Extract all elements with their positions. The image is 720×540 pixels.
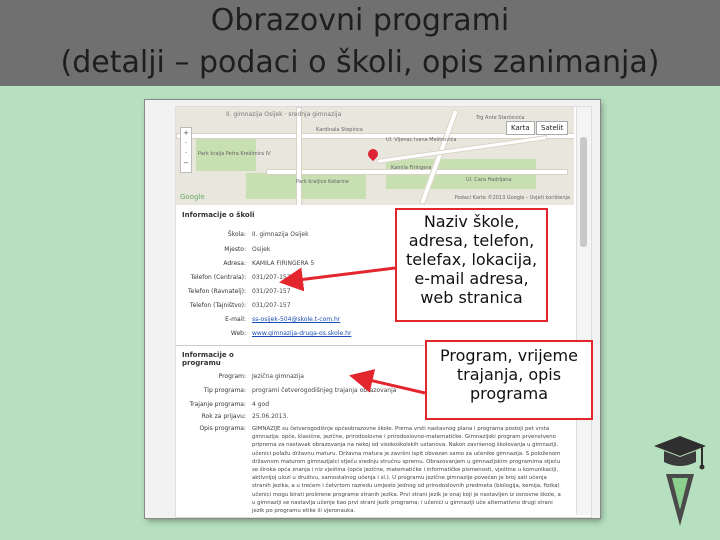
map-park [246,173,366,199]
callout-line: Naziv škole, [423,212,520,231]
phone-office-value: 031/207-157 [252,302,291,309]
email-label: E-mail: [225,316,246,323]
map-road [296,107,302,205]
slide-title-bar [0,0,720,86]
callout-line: trajanja, opis [456,365,562,384]
street-label: Park kralja Petra Krešimira IV [198,151,271,157]
phone-office-label: Telefon (Tajništvo): [189,302,246,309]
address-value: KAMILA FIRINGERA 5 [252,260,315,267]
program-value: Jezična gimnazija [252,373,304,380]
email-link[interactable]: ss-osijek-504@skole.t-com.hr [252,316,341,323]
program-type-value: programi četverogodišnjeg trajanja obrazovanja [252,387,397,394]
program-type-label: Tip programa: [203,387,246,394]
graduation-cap-icon [652,430,708,530]
street-label: Park kraljice Katarine [296,179,349,185]
callout-line: web stranica [420,288,523,307]
map-type-karta-button[interactable]: Karta [506,121,535,135]
map-tab-title: II. gimnazija Osijek · srednja gimnazija [226,111,342,118]
school-info-header: Informacije o školi [182,211,255,219]
callout-line: e-mail adresa, [414,269,529,288]
deadline-value: 25.06.2013. [252,413,289,420]
phone-principal-label: Telefon (Ravnatelj): [187,288,246,295]
duration-label: Trajanje programa: [189,401,246,408]
street-label: Kardinalа Stepinca [316,127,363,133]
school-info-callout [395,208,548,322]
phone-principal-value: 031/207-157 [252,288,291,295]
map-credit: Podaci Karte ©2013 Google - Uvjeti korištenja [454,195,570,201]
slide-subtitle: (detalji – podaci o školi, opis zanimanja) [60,45,660,80]
callout-line: adresa, telefon, [408,231,535,250]
phone-central-label: Telefon (Centrala): [190,274,246,281]
school-label: Škola: [227,231,246,238]
street-label: Ul. Vijenac Ivana Meštrovića [386,137,457,143]
street-label: Trg Ante Starčevića [476,115,525,121]
map-zoom-control[interactable]: + · · − [180,127,192,173]
school-value: II. gimnazija Osijek [252,231,309,238]
scrollbar-thumb[interactable] [580,137,587,247]
program-description: GIMNAZIJE su četverogodišnje općeobrazovne škole. Prema vrsti nastavnog plana i programa postoji pet vrsta gimnazija: opće, klasične, jezične, prirodoslovne i prirodoslovno-matematičke. Gimnazijski program prvenstveno priprema za nastavak obrazovanja na nekoj od visokoškolskih ustanova. Nakon završenog školovanja u gimnaziji, učenici polažu državnu maturu. Državna matura je završni ispit obvezan samo za učenike gimnazija. S položenom državnom maturom gimnazijalci stječu srednju stručnu spremu. Obrazovanjem u gimnazijskim programima stječu se široka opća znanja i niz vještina (opće jezične, matematičke i informatičke pismenosti, vještine u komunikaciji, aktivnijoj ulozi u društvu, samostalnog učenja i sl.). U programu jezične gimnazije povećan je broj sati učenja stranih jezika, a u trećem i četvrtom razredu umjesto jednog od prirodoslovnih predmeta (biologija, kemija, fizika) učenici mogu birati proširene programe stranih jezika. Prvi strani jezik je onaj koji je nastavljen iz osnovne škole, a u gimnaziji se nastavlja učenje kao prvi strani jezik programa; i učenici u gimnaziji uče alternativno drugi strani jezik po programu etike ili vjeronauka. [252,426,561,513]
deadline-label: Rok za prijavu: [201,413,246,420]
program-info-header: Informacije o programu [182,351,234,367]
city-value: Osijek [252,246,271,253]
street-label: Ul. Cara Hadrijana [466,177,512,183]
web-link[interactable]: www.gimnazija-druga-os.skole.hr [252,330,352,337]
address-label: Adresa: [223,260,246,267]
slide-title: Obrazovni programi [210,3,510,38]
callout-line: telefax, lokacija, [405,250,538,269]
city-label: Mjesto: [224,246,246,253]
program-label: Program: [218,373,246,380]
location-map[interactable] [176,107,574,205]
street-label: Kamila Firingera [391,165,432,171]
page-scrollbar[interactable] [576,107,591,515]
program-info-callout [425,340,593,420]
callout-line: Program, vrijeme [440,346,578,365]
phone-central-value: 031/207-157 [252,274,291,281]
map-type-satelit-button[interactable]: Satelit [536,121,568,135]
web-label: Web: [230,330,246,337]
callout-line: programa [469,384,549,403]
description-label: Opis programa: [199,425,246,432]
google-logo: Google [180,193,205,201]
duration-value: 4 god [252,401,270,408]
